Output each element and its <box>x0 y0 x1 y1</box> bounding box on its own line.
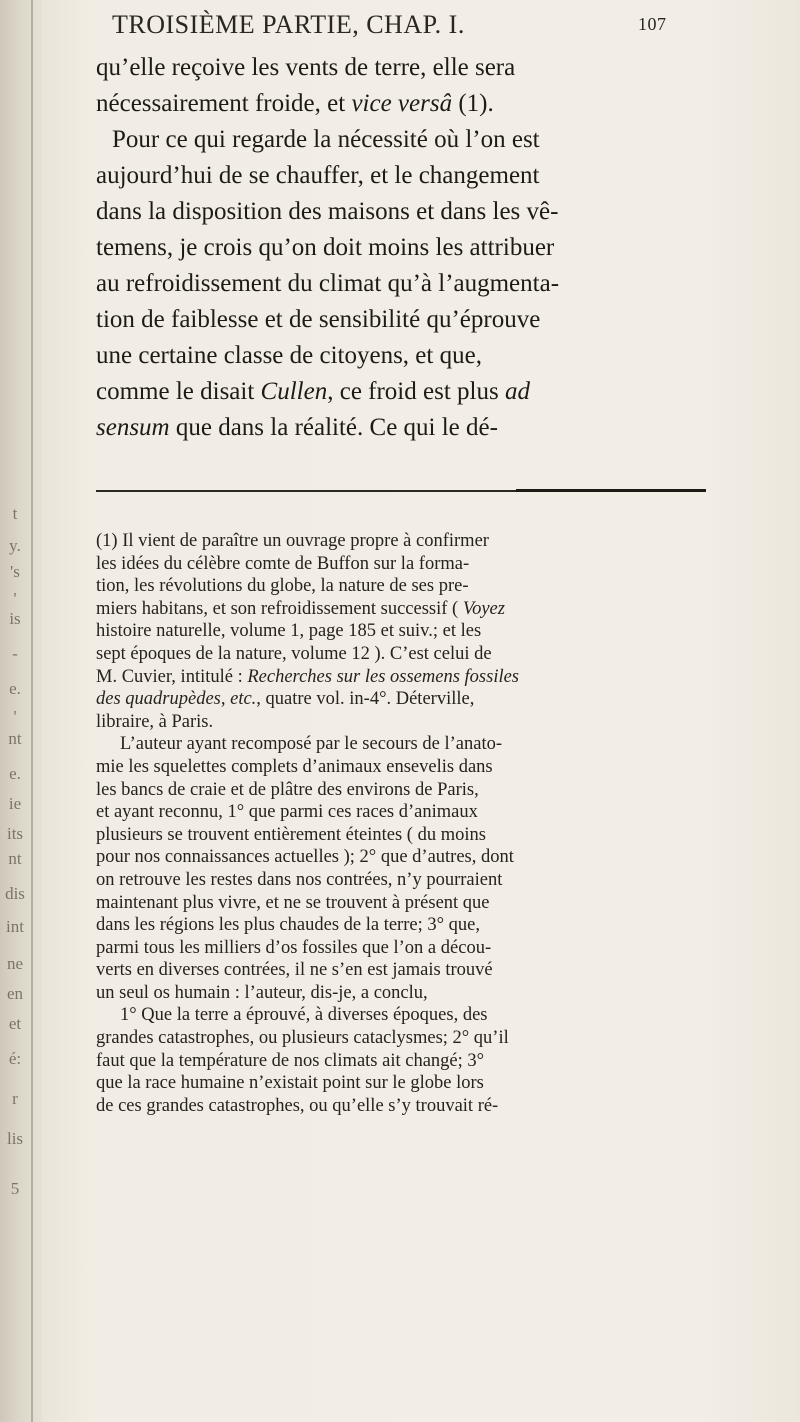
main-text-text: temens, je crois qu’on doit moins les attribuer <box>96 234 555 261</box>
main-text-text: au refroidissement du climat qu’à l’augmenta- <box>96 270 560 297</box>
bleed-through-letter: is <box>9 609 21 628</box>
bleed-through-letter: nt <box>8 849 22 868</box>
footnote-text: parmi tous les milliers d’os fossiles que l’on a décou- <box>96 937 492 958</box>
footnote-text: de ces grandes catastrophes, ou qu’elle s’y trouvait ré- <box>96 1095 499 1116</box>
main-text-italic-text: Cullen <box>260 378 328 405</box>
footnote-line <box>96 666 726 689</box>
main-text-text: une certaine classe de citoyens, et que, <box>96 342 482 369</box>
footnote-line <box>96 756 726 779</box>
footnote-line <box>96 846 726 869</box>
left-margin-bleed <box>0 0 42 1422</box>
bleed-through-letter: et <box>8 1014 22 1033</box>
main-text-line <box>96 86 716 122</box>
footnote-text: dans les régions les plus chaudes de la terre; 3° que, <box>96 915 480 936</box>
bleed-through-letter: int <box>6 917 24 936</box>
footnote-text: un seul os humain : l’auteur, dis-je, a conclu, <box>96 982 428 1003</box>
running-head <box>112 10 712 40</box>
footnote-line <box>96 937 726 960</box>
main-text-text: comme le disait <box>96 378 261 405</box>
bleed-through-letter: - <box>12 644 18 663</box>
main-text-line <box>96 266 716 302</box>
main-text-text: que dans la réalité. Ce qui le dé- <box>169 414 498 441</box>
main-text-line <box>96 158 716 194</box>
bleed-through-letter: e. <box>9 679 21 698</box>
footnote-line <box>96 914 726 937</box>
bleed-through-letter: its <box>6 824 24 843</box>
main-text-line <box>96 50 716 86</box>
main-text-text: nécessairement froide, et <box>96 90 352 117</box>
footnote-line <box>96 711 726 734</box>
footnote-line <box>96 643 726 666</box>
footnote-text: pour nos connaissances actuelles ); 2° que d’autres, dont <box>96 847 514 868</box>
footnote-text: plusieurs se trouvent entièrement éteintes ( du moins <box>96 824 486 845</box>
footnote-separator-rule <box>96 490 706 492</box>
footnote-italic-text: des quadrupèdes, etc. <box>96 689 257 710</box>
main-text-line <box>96 194 716 230</box>
footnote-text: grandes catastrophes, ou plusieurs cataclysmes; 2° qu’il <box>96 1028 509 1049</box>
main-text-italic-text: ad <box>504 378 530 405</box>
footnote-text: verts en diverses contrées, il ne s’en est jamais trouvé <box>96 960 493 981</box>
bleed-through-letter: e. <box>9 764 21 783</box>
footnote-line <box>96 553 726 576</box>
main-text-line <box>96 302 716 338</box>
footnote-text: maintenant plus vivre, et ne se trouvent à présent que <box>96 892 490 913</box>
footnote-text: (1) Il vient de paraître un ouvrage propre à confirmer <box>96 531 489 551</box>
footnote-line <box>96 1050 726 1073</box>
footnote-line <box>96 733 726 756</box>
bleed-through-letter: lis <box>6 1129 24 1148</box>
bleed-through-letter: 's <box>10 562 20 581</box>
footnote-text: sept époques de la nature, volume 12 ). C’est celui de <box>96 643 492 664</box>
footnote-text: les idées du célèbre comte de Buffon sur la forma- <box>96 553 470 574</box>
footnote-text: miers habitans, et son refroidissement successif ( <box>96 598 463 619</box>
bleed-through-letter: é: <box>8 1049 22 1068</box>
binding-shadow <box>31 0 33 1422</box>
main-text-line <box>96 374 716 410</box>
footnote-line <box>96 620 726 643</box>
bleed-through-letter: ' <box>13 707 17 726</box>
main-text-block <box>96 50 716 446</box>
footnote-text: mie les squelettes complets d’animaux ensevelis dans <box>96 756 493 777</box>
footnote-text: L’auteur ayant recomposé par le secours de l’anato- <box>120 734 502 755</box>
footnote-italic-text: Voyez <box>462 598 505 619</box>
main-text-text: dans la disposition des maisons et dans les vê- <box>96 198 559 225</box>
bleed-through-letter: ie <box>8 794 22 813</box>
footnote-line <box>96 575 726 598</box>
bleed-through-letter: y. <box>9 536 21 555</box>
main-text-italic-text: vice versâ <box>351 90 453 117</box>
footnote-italic-text: Recherches sur les ossemens fossiles <box>247 666 520 687</box>
footnote-line <box>96 1072 726 1095</box>
footnote-line <box>96 1004 726 1027</box>
footnote-line <box>96 1095 726 1118</box>
footnote-line <box>96 824 726 847</box>
main-text-text: (1). <box>452 90 494 117</box>
main-text-line <box>96 230 716 266</box>
footnote-text: 1° Que la terre a éprouvé, à diverses époques, des <box>120 1005 488 1026</box>
footnote-line <box>96 598 726 621</box>
footnote-text: libraire, à Paris. <box>96 711 214 732</box>
bleed-through-letter: r <box>12 1089 18 1108</box>
bleed-through-letter: t <box>12 504 18 523</box>
main-text-text: Pour ce qui regarde la nécessité où l’on est <box>112 126 540 153</box>
footnote-block <box>96 530 726 1117</box>
footnote-text: tion, les révolutions du globe, la nature de ses pre- <box>96 576 469 597</box>
footnote-line <box>96 530 726 553</box>
main-text-italic-text: sensum <box>96 414 170 441</box>
main-text-text: , ce froid est plus <box>327 378 505 405</box>
footnote-text: histoire naturelle, volume 1, page 185 et suiv.; et les <box>96 621 482 642</box>
running-head-title: TROISIÈME PARTIE, CHAP. I. <box>112 10 465 39</box>
bleed-through-letter: dis <box>5 884 25 903</box>
main-text-text: aujourd’hui de se chauffer, et le changement <box>96 162 540 189</box>
main-text-text: tion de faiblesse et de sensibilité qu’éprouve <box>96 306 541 333</box>
bleed-through-letter: en <box>6 984 24 1003</box>
bleed-through-letter: 5 <box>10 1179 20 1198</box>
footnote-line <box>96 869 726 892</box>
footnote-text: , quatre vol. in-4°. Déterville, <box>256 689 475 710</box>
footnote-line <box>96 982 726 1005</box>
footnote-text: M. Cuvier, intitulé : <box>96 666 248 687</box>
footnote-text: les bancs de craie et de plâtre des environs de Paris, <box>96 779 479 800</box>
main-text-line <box>96 410 716 446</box>
footnote-line <box>96 779 726 802</box>
footnote-line <box>96 801 726 824</box>
footnote-text: que la race humaine n’existait point sur le globe lors <box>96 1073 484 1094</box>
main-text-text: qu’elle reçoive les vents de terre, elle sera <box>96 54 516 81</box>
main-text-line <box>96 338 716 374</box>
page-number: 107 <box>638 14 667 34</box>
bleed-through-letter: ' <box>13 589 17 608</box>
footnote-line <box>96 688 726 711</box>
main-text-line <box>96 122 716 158</box>
footnote-line <box>96 1027 726 1050</box>
bleed-through-letter: ne <box>6 954 24 973</box>
footnote-line <box>96 892 726 915</box>
footnote-line <box>96 959 726 982</box>
footnote-text: et ayant reconnu, 1° que parmi ces races d’animaux <box>96 802 478 823</box>
footnote-text: faut que la température de nos climats ait changé; 3° <box>96 1050 485 1071</box>
bleed-through-letter: nt <box>8 729 22 748</box>
footnote-text: on retrouve les restes dans nos contrées, n’y pourraient <box>96 869 503 890</box>
